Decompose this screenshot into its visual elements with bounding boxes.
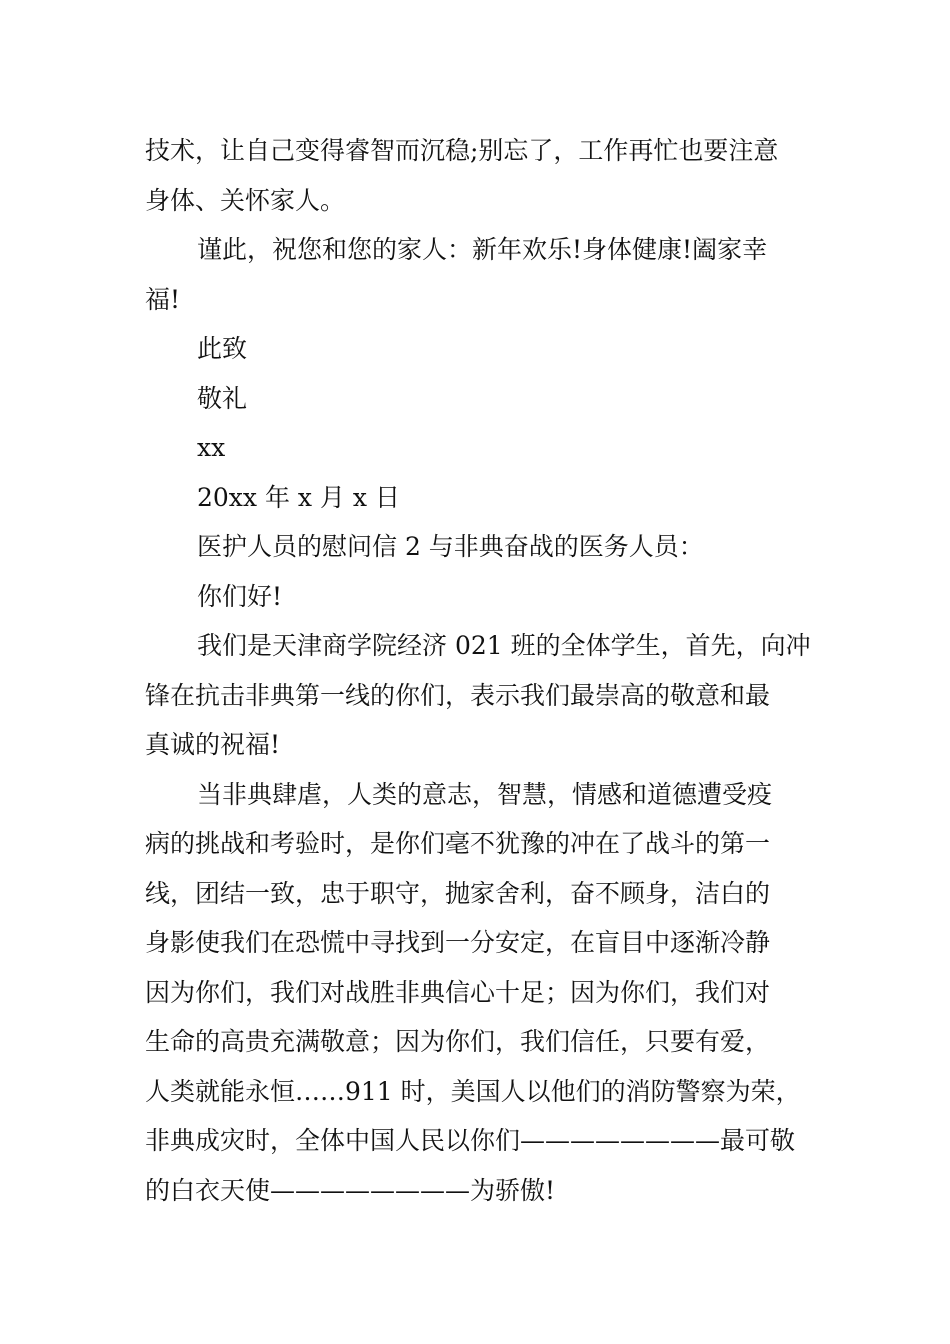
text-line: 福! [145,284,181,314]
text-line: 生命的高贵充满敬意；因为你们，我们信任，只要有爱， [145,1027,771,1056]
text-line: 当非典肆虐，人类的意志，智慧，情感和道德遭受疫 [197,779,773,809]
letter-body [145,126,810,1215]
text-line: 技术，让自己变得睿智而沉稳;别忘了，工作再忙也要注意 [145,136,779,165]
text-line: 非典成灾时，全体中国人民以你们————————最可敬 [145,1126,796,1155]
text-line: 谨此，祝您和您的家人：新年欢乐!身体健康!阖家幸 [197,235,768,264]
signature-line: xx [197,433,226,462]
text-line: 锋在抗击非典第一线的你们，表示我们最崇高的敬意和最 [145,680,771,710]
date-line: 20xx 年 x 月 x 日 [197,482,400,512]
text-line: 人类就能永恒……911 时，美国人以他们的消防警察为荣， [145,1076,801,1106]
salutation-line: 敬礼 [197,383,248,413]
text-line: 线，团结一致，忠于职守，抛家舍利，奋不顾身，洁白的 [145,878,771,908]
text-line: 因为你们，我们对战胜非典信心十足；因为你们，我们对 [145,977,771,1007]
letter-title-line: 医护人员的慰问信 2 与非典奋战的医务人员： [197,532,704,561]
closing-line: 此致 [197,334,248,363]
text-line: 身体、关怀家人。 [145,185,346,215]
greeting-line: 你们好! [197,581,283,611]
text-line: 身影使我们在恐慌中寻找到一分安定，在盲目中逐渐冷静 [145,928,771,957]
text-line: 真诚的祝福! [145,730,281,759]
text-line: 我们是天津商学院经济 021 班的全体学生，首先，向冲 [197,631,811,660]
text-line: 病的挑战和考验时，是你们毫不犹豫的冲在了战斗的第一 [145,829,771,858]
text-line: 的白衣天使————————为骄傲! [145,1175,556,1205]
